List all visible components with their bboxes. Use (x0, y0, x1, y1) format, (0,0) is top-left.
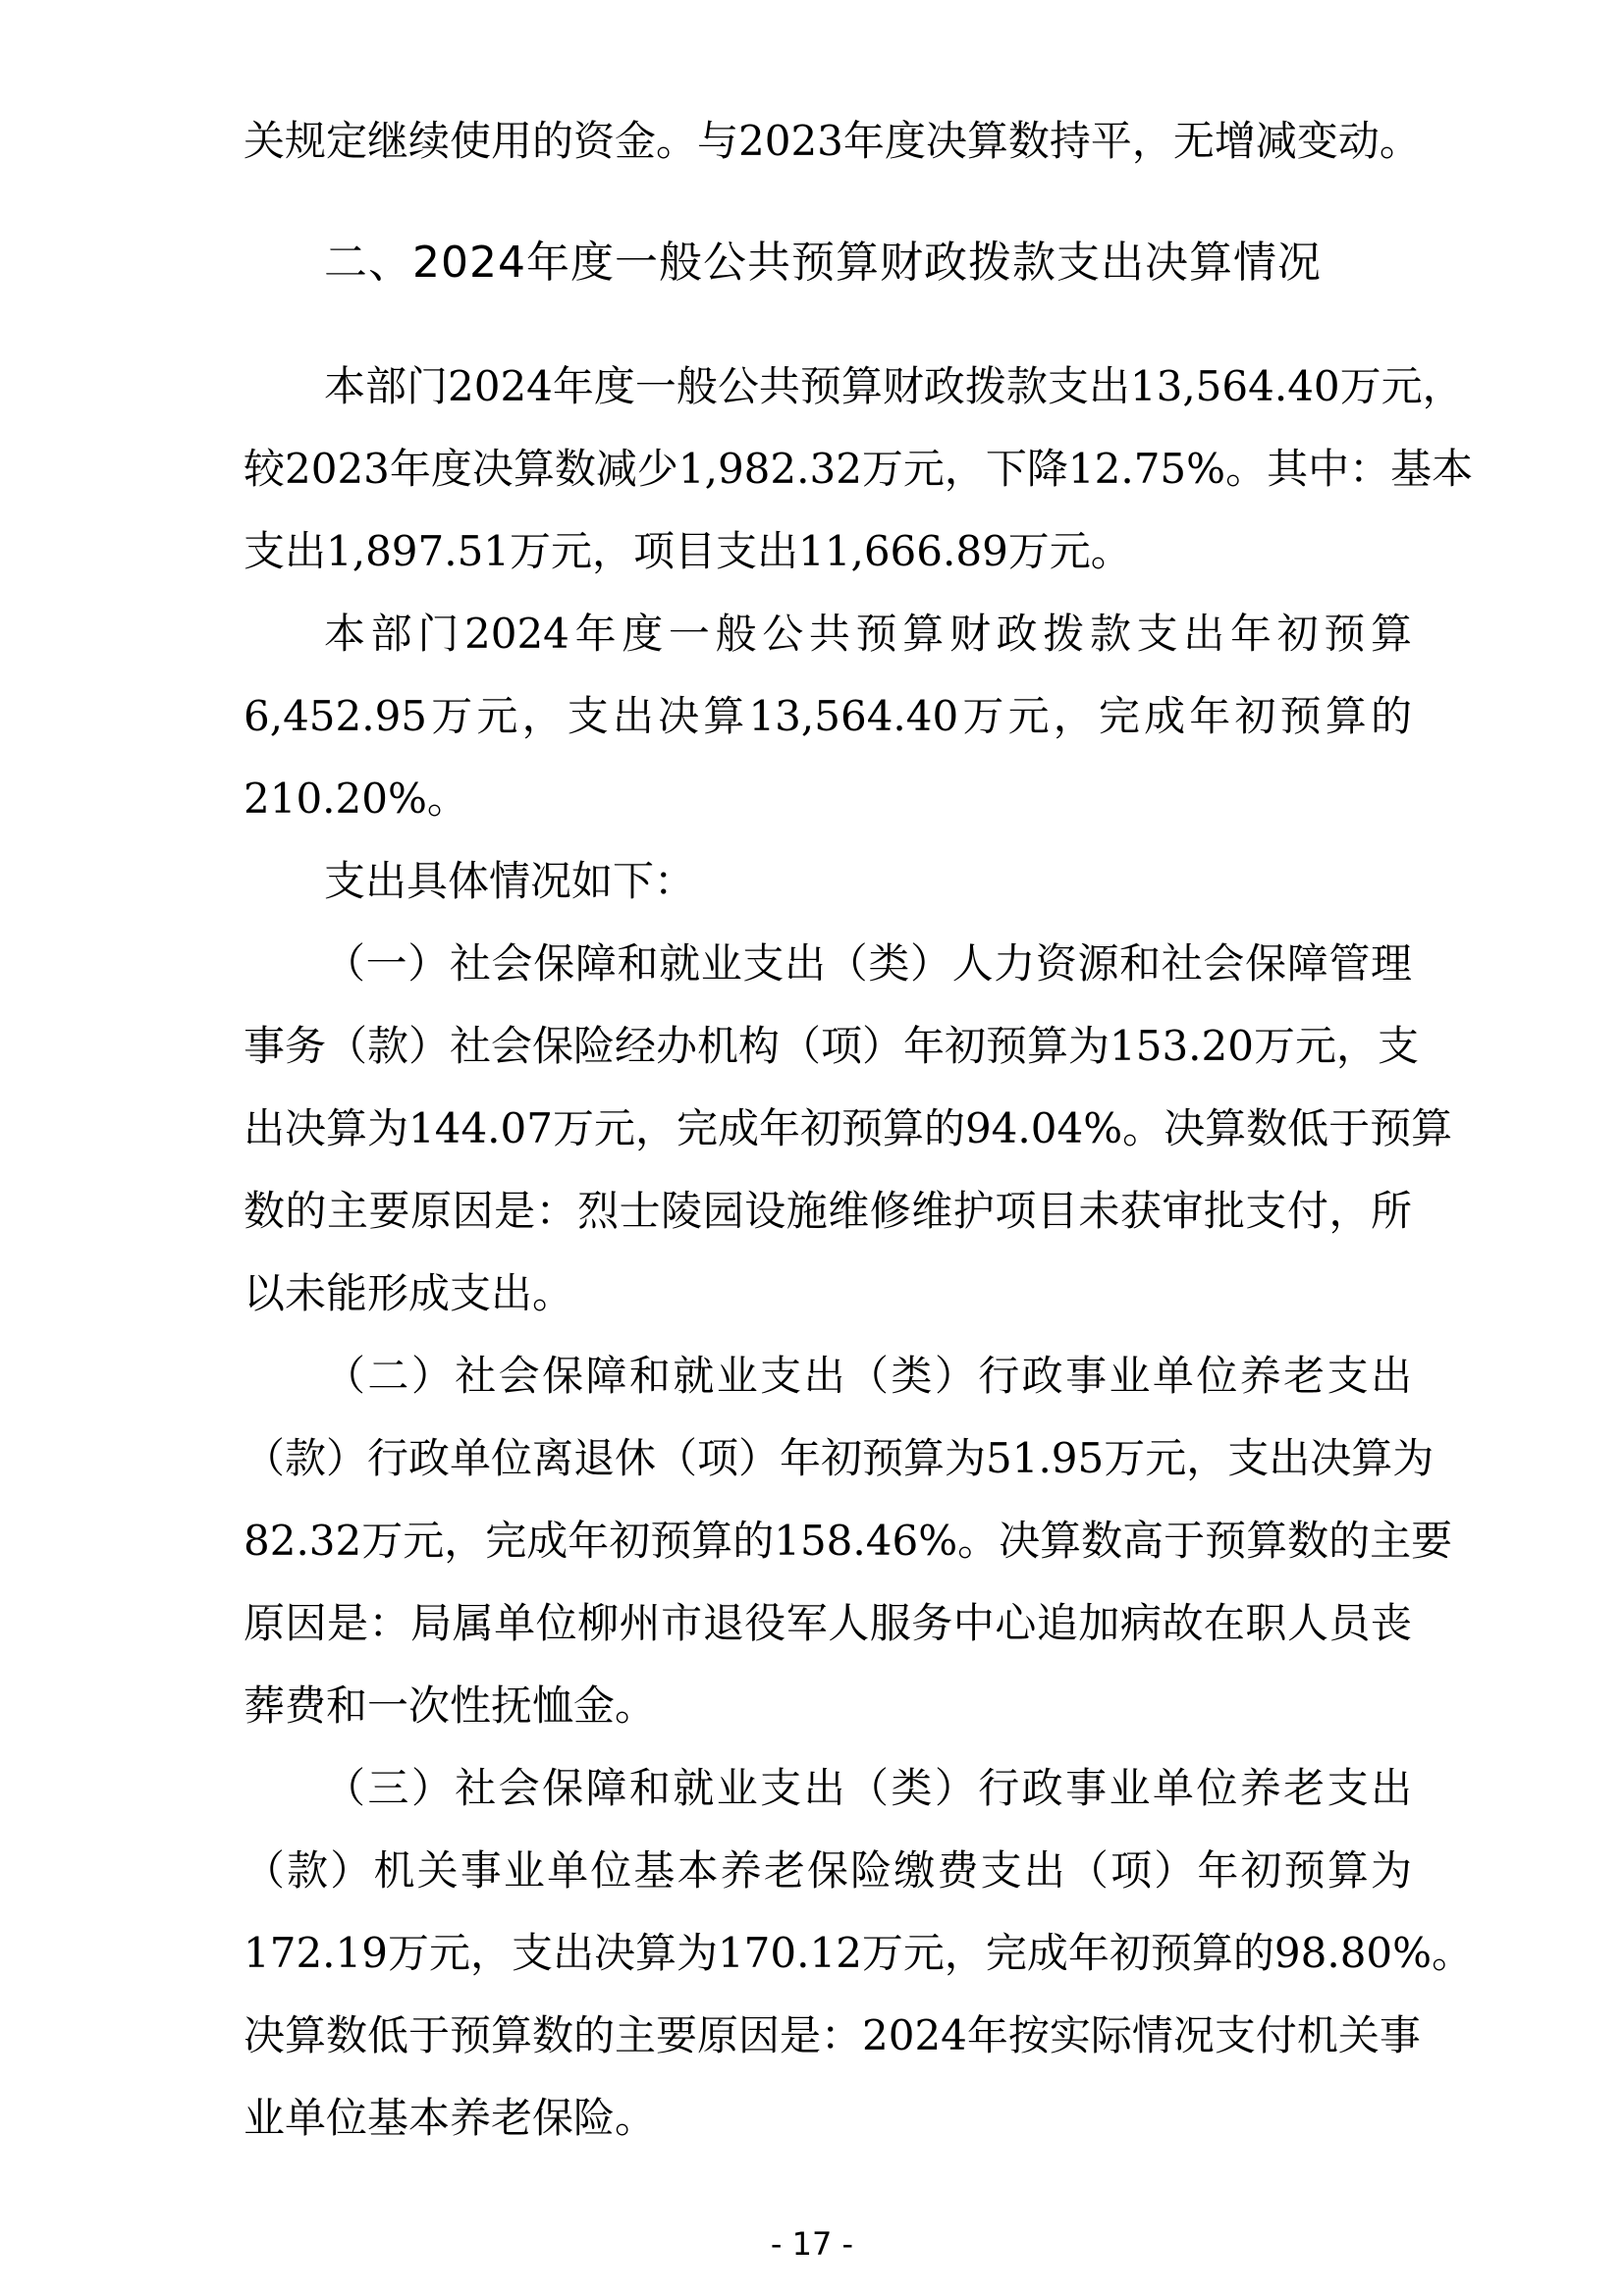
paragraph-line: （款）行政单位离退休（项）年初预算为51.95万元，支出决算为 (244, 1434, 1435, 1482)
paragraph-line: 业单位基本养老保险。 (244, 2094, 657, 2142)
section-heading: 二、2024年度一般公共预算财政拨款支出决算情况 (324, 238, 1322, 288)
paragraph-line: 事务（款）社会保险经办机构（项）年初预算为153.20万元，支 (244, 1022, 1419, 1070)
paragraph-line: 本部门2024年度一般公共预算财政拨款支出13,564.40万元， (324, 362, 1464, 410)
paragraph-line: 172.19万元，支出决算为170.12万元，完成年初预算的98.80%。 (244, 1929, 1474, 1977)
paragraph-line: 支出具体情况如下： (324, 857, 696, 905)
paragraph-line: （款）机关事业单位基本养老保险缴费支出（项）年初预算为 (244, 1846, 1412, 1895)
paragraph-line: 6,452.95万元，支出决算13,564.40万元，完成年初预算的 (244, 692, 1412, 740)
paragraph-line: 出决算为144.07万元，完成年初预算的94.04%。决算数低于预算 (244, 1104, 1453, 1152)
paragraph-line: （三）社会保障和就业支出（类）行政事业单位养老支出 (324, 1764, 1412, 1812)
paragraph-line: 关规定继续使用的资金。与2023年度决算数持平，无增减变动。 (244, 117, 1421, 165)
paragraph-line: 葬费和一次性抚恤金。 (244, 1682, 657, 1730)
paragraph-line: 较2023年度决算数减少1,982.32万元，下降12.75%。其中：基本 (244, 445, 1474, 493)
paragraph-line: 以未能形成支出。 (244, 1269, 574, 1317)
paragraph-line: （一）社会保障和就业支出（类）人力资源和社会保障管理 (324, 939, 1412, 988)
paragraph-line: 决算数低于预算数的主要原因是：2024年按实际情况支付机关事 (244, 2011, 1421, 2059)
paragraph-line: （二）社会保障和就业支出（类）行政事业单位养老支出 (324, 1352, 1412, 1400)
paragraph-line: 82.32万元，完成年初预算的158.46%。决算数高于预算数的主要 (244, 1517, 1453, 1565)
paragraph-line: 本部门2024年度一般公共预算财政拨款支出年初预算 (324, 610, 1412, 658)
page-number: - 17 - (770, 2225, 854, 2263)
paragraph-line: 210.20%。 (244, 774, 468, 823)
paragraph-line: 支出1,897.51万元，项目支出11,666.89万元。 (244, 527, 1132, 575)
paragraph-line: 原因是：局属单位柳州市退役军人服务中心追加病故在职人员丧 (244, 1599, 1412, 1647)
paragraph-line: 数的主要原因是：烈士陵园设施维修维护项目未获审批支付，所 (244, 1187, 1412, 1235)
